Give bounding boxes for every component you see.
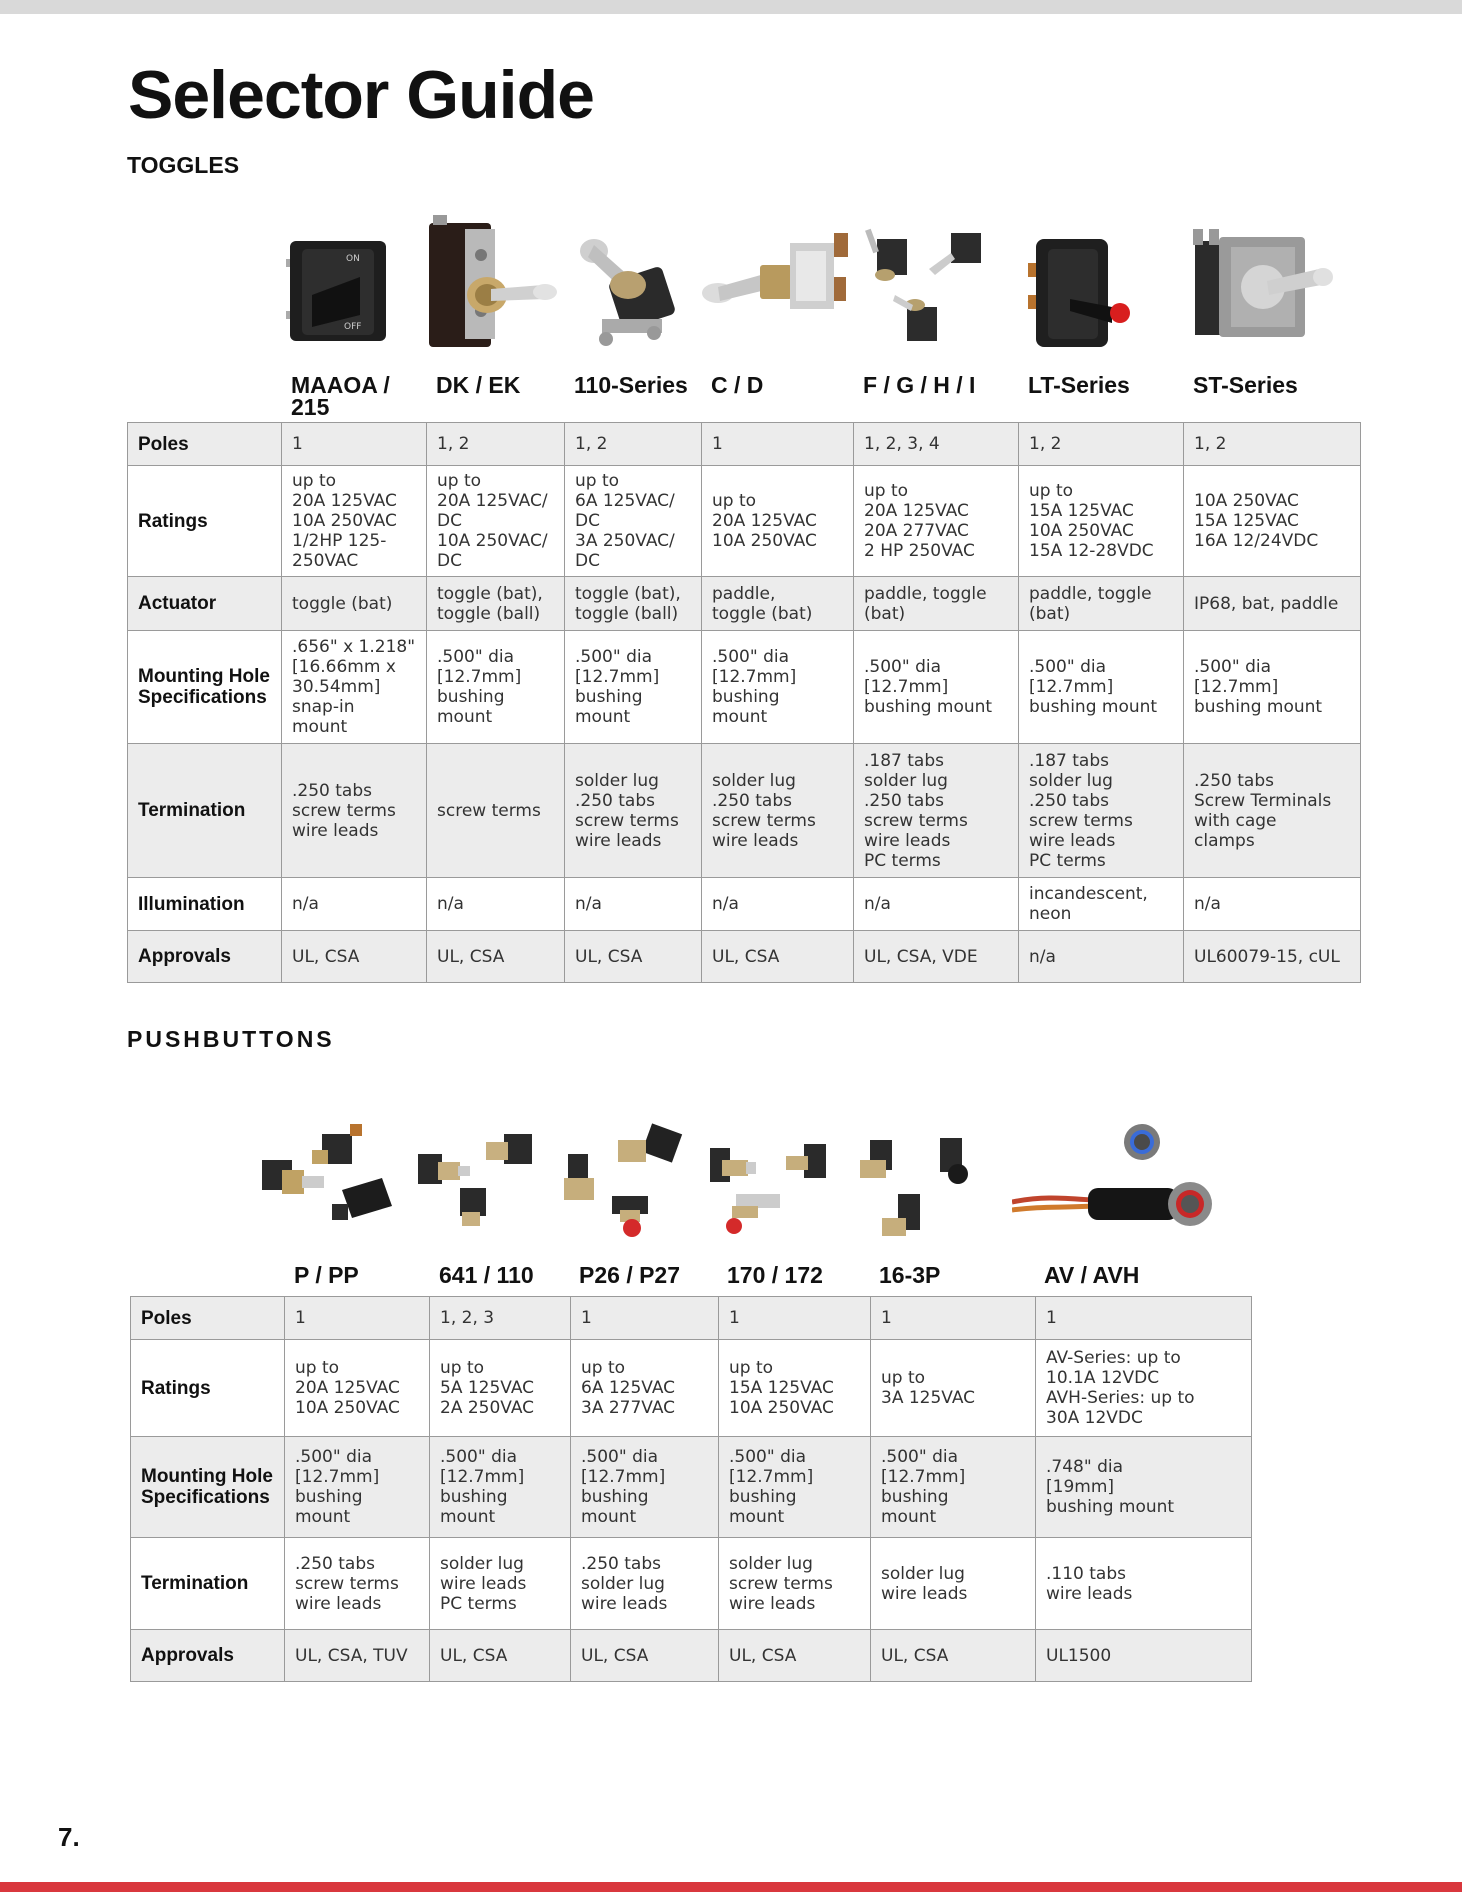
toggle-switch-image [425, 215, 570, 355]
toggle-product-name: F / G / H / I [863, 372, 976, 398]
toggle-product-names [281, 374, 1359, 418]
toggle-product-name: MAAOA / 215 [291, 372, 390, 420]
pushbuttons-heading: PUSHBUTTONS [127, 1026, 335, 1052]
pushbutton-product-name: 641 / 110 [439, 1262, 534, 1288]
table-cell: .110 tabs wire leads [1036, 1538, 1252, 1630]
toggle-switch-image [855, 215, 1020, 355]
table-cell: 1 [871, 1297, 1036, 1340]
row-label: Illumination [128, 878, 282, 931]
table-cell: UL, CSA [427, 931, 565, 983]
lighted-toggle-image [1020, 215, 1185, 355]
pushbutton-image [696, 1120, 848, 1250]
table-cell: incandescent, neon [1019, 878, 1184, 931]
pushbutton-image [848, 1120, 1012, 1250]
table-cell: 1, 2, 3, 4 [854, 423, 1019, 466]
table-cell: up to 20A 125VAC 20A 277VAC 2 HP 250VAC [854, 466, 1019, 577]
toggles-heading: TOGGLES [127, 152, 240, 178]
table-cell: up to 3A 125VAC [871, 1340, 1036, 1437]
row-label: Approvals [131, 1630, 285, 1682]
table-cell: paddle, toggle (bat) [702, 577, 854, 631]
table-cell: n/a [854, 878, 1019, 931]
table-cell: 1 [571, 1297, 719, 1340]
table-cell: up to 5A 125VAC 2A 250VAC [430, 1340, 571, 1437]
table-cell: .250 tabs Screw Terminals with cage clamps [1184, 744, 1361, 878]
table-cell: .500" dia [12.7mm] bushing mount [430, 1437, 571, 1538]
pushbutton-product-name: AV / AVH [1044, 1262, 1140, 1288]
table-cell: 1, 2 [1019, 423, 1184, 466]
toggle-product-name: 110-Series [574, 372, 688, 398]
table-cell: .500" dia [12.7mm] bushing mount [854, 631, 1019, 744]
table-row [128, 931, 1361, 983]
pushbutton-product-name: 16-3P [879, 1262, 941, 1288]
pushbutton-image [252, 1120, 408, 1250]
row-label: Approvals [128, 931, 282, 983]
table-cell: solder lug wire leads PC terms [430, 1538, 571, 1630]
table-cell: .500" dia [12.7mm] bushing mount [565, 631, 702, 744]
table-cell: up to 15A 125VAC 10A 250VAC [719, 1340, 871, 1437]
pushbutton-product-images [252, 1120, 1232, 1250]
table-cell: 1, 2 [427, 423, 565, 466]
row-label: Termination [131, 1538, 285, 1630]
table-cell: up to 6A 125VAC 3A 277VAC [571, 1340, 719, 1437]
row-label: Mounting Hole Specifications [131, 1437, 285, 1538]
table-row [131, 1538, 1252, 1630]
table-cell: UL, CSA [571, 1630, 719, 1682]
table-cell: UL, CSA [282, 931, 427, 983]
table-cell: 1, 2, 3 [430, 1297, 571, 1340]
svg-text:ON: ON [346, 254, 360, 264]
toggles-spec-table [127, 422, 1361, 983]
table-row [128, 878, 1361, 931]
table-cell: n/a [1019, 931, 1184, 983]
table-cell: .656" x 1.218" [16.66mm x 30.54mm] snap-in mount [282, 631, 427, 744]
table-row [131, 1437, 1252, 1538]
table-cell: .500" dia [12.7mm] bushing mount [719, 1437, 871, 1538]
table-cell: IP68, bat, paddle [1184, 577, 1361, 631]
svg-text:OFF: OFF [344, 322, 362, 332]
toggle-product-images [280, 215, 1355, 355]
table-cell: .500" dia [12.7mm] bushing mount [1184, 631, 1361, 744]
table-cell: UL, CSA, TUV [285, 1630, 430, 1682]
table-cell: solder lug screw terms wire leads [719, 1538, 871, 1630]
pushbutton-image [548, 1120, 696, 1250]
vandal-pushbutton-image [1012, 1120, 1232, 1250]
table-cell: .187 tabs solder lug .250 tabs screw terms wire leads PC terms [854, 744, 1019, 878]
table-cell: 10A 250VAC 15A 125VAC 16A 12/24VDC [1184, 466, 1361, 577]
row-label: Poles [131, 1297, 285, 1340]
table-cell: UL1500 [1036, 1630, 1252, 1682]
row-label: Mounting Hole Specifications [128, 631, 282, 744]
page-number: 7. [58, 1822, 80, 1852]
table-cell: .250 tabs solder lug wire leads [571, 1538, 719, 1630]
table-cell: solder lug wire leads [871, 1538, 1036, 1630]
table-cell: .250 tabs screw terms wire leads [285, 1538, 430, 1630]
row-label: Ratings [131, 1340, 285, 1437]
table-row [131, 1340, 1252, 1437]
sealed-toggle-image [1185, 215, 1355, 355]
toggle-switch-image [700, 215, 855, 355]
table-cell: n/a [1184, 878, 1361, 931]
table-cell: up to 20A 125VAC 10A 250VAC [702, 466, 854, 577]
table-cell: toggle (bat), toggle (ball) [427, 577, 565, 631]
table-cell: UL, CSA, VDE [854, 931, 1019, 983]
table-cell: solder lug .250 tabs screw terms wire leads [702, 744, 854, 878]
table-cell: UL, CSA [702, 931, 854, 983]
table-cell: UL, CSA [871, 1630, 1036, 1682]
row-label: Actuator [128, 577, 282, 631]
table-cell: up to 15A 125VAC 10A 250VAC 15A 12-28VDC [1019, 466, 1184, 577]
table-cell: n/a [565, 878, 702, 931]
table-row [128, 577, 1361, 631]
table-cell: .500" dia [12.7mm] bushing mount [285, 1437, 430, 1538]
table-cell: UL60079-15, cUL [1184, 931, 1361, 983]
pushbutton-image [408, 1120, 548, 1250]
toggle-product-name: DK / EK [436, 372, 521, 398]
toggle-product-name: ST-Series [1193, 372, 1298, 398]
row-label: Termination [128, 744, 282, 878]
table-cell: AV-Series: up to 10.1A 12VDC AVH-Series: up to 30A 12VDC [1036, 1340, 1252, 1437]
toggle-product-name: LT-Series [1028, 372, 1130, 398]
table-cell: toggle (bat), toggle (ball) [565, 577, 702, 631]
pushbuttons-spec-table [130, 1296, 1252, 1682]
table-cell: .500" dia [12.7mm] bushing mount [1019, 631, 1184, 744]
table-cell: toggle (bat) [282, 577, 427, 631]
table-cell: .250 tabs screw terms wire leads [282, 744, 427, 878]
table-cell: UL, CSA [719, 1630, 871, 1682]
table-cell: n/a [702, 878, 854, 931]
table-cell: paddle, toggle (bat) [854, 577, 1019, 631]
top-bar [0, 0, 1462, 14]
table-cell: 1 [719, 1297, 871, 1340]
table-row [128, 631, 1361, 744]
table-cell: 1 [1036, 1297, 1252, 1340]
table-cell: n/a [427, 878, 565, 931]
toggle-switch-image [570, 215, 700, 355]
row-label: Poles [128, 423, 282, 466]
pushbutton-product-name: P / PP [294, 1262, 359, 1288]
table-cell: paddle, toggle (bat) [1019, 577, 1184, 631]
table-cell: up to 6A 125VAC/ DC 3A 250VAC/ DC [565, 466, 702, 577]
table-cell: screw terms [427, 744, 565, 878]
table-cell: UL, CSA [430, 1630, 571, 1682]
table-cell: 1, 2 [565, 423, 702, 466]
table-cell: up to 20A 125VAC 10A 250VAC [285, 1340, 430, 1437]
table-cell: UL, CSA [565, 931, 702, 983]
table-cell: .500" dia [12.7mm] bushing mount [427, 631, 565, 744]
toggle-product-name: C / D [711, 372, 764, 398]
table-row [128, 423, 1361, 466]
table-cell: 1 [702, 423, 854, 466]
table-row [128, 466, 1361, 577]
bottom-accent-bar [0, 1882, 1462, 1892]
table-cell: 1, 2 [1184, 423, 1361, 466]
row-label: Ratings [128, 466, 282, 577]
table-cell: solder lug .250 tabs screw terms wire leads [565, 744, 702, 878]
table-cell: up to 20A 125VAC 10A 250VAC 1/2HP 125- 250VAC [282, 466, 427, 577]
pushbutton-product-name: P26 / P27 [579, 1262, 681, 1288]
table-row [128, 744, 1361, 878]
table-cell: .187 tabs solder lug .250 tabs screw terms wire leads PC terms [1019, 744, 1184, 878]
table-row [131, 1297, 1252, 1340]
table-cell: .500" dia [12.7mm] bushing mount [571, 1437, 719, 1538]
page-title: Selector Guide [128, 57, 594, 133]
rocker-switch-image [280, 215, 425, 355]
table-cell: .500" dia [12.7mm] bushing mount [871, 1437, 1036, 1538]
pushbutton-product-names [284, 1264, 1250, 1286]
table-row [131, 1630, 1252, 1682]
table-cell: n/a [282, 878, 427, 931]
table-cell: .500" dia [12.7mm] bushing mount [702, 631, 854, 744]
table-cell: .748" dia [19mm] bushing mount [1036, 1437, 1252, 1538]
table-cell: up to 20A 125VAC/ DC 10A 250VAC/ DC [427, 466, 565, 577]
table-cell: 1 [282, 423, 427, 466]
pushbutton-product-name: 170 / 172 [727, 1262, 823, 1288]
table-cell: 1 [285, 1297, 430, 1340]
